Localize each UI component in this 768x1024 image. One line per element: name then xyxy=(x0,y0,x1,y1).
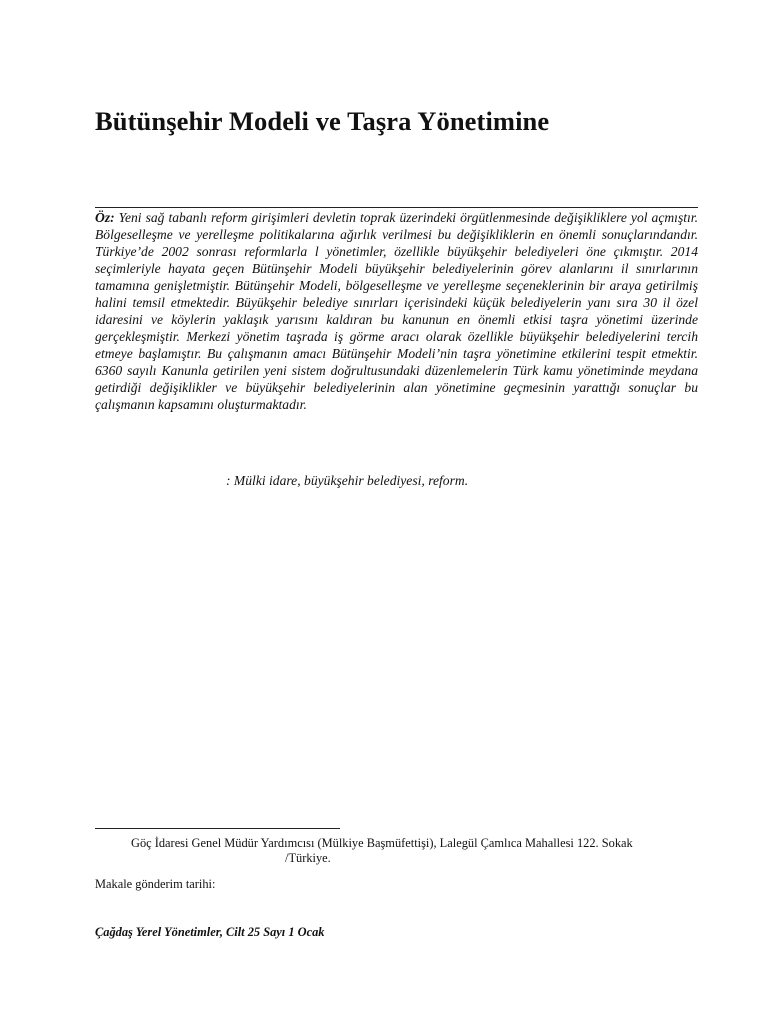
abstract-divider xyxy=(95,207,698,208)
abstract-text: Yeni sağ tabanlı reform girişimleri devletin toprak üzerindeki örgütlenmesinde değişikliklere yol açmıştır. Bölgeselleşme ve yerelleşme politikalarına ağırlık verilmesi bu değişikliklerin en önemli sonuçlarındandır. Türkiye’de 2002 sonrası reformlarla l yönetimler, özellikle büyükşehir belediyeleri öne çıkmıştır. 2014 seçimleriyle hayata geçen Bütünşehir Modeli büyükşehir belediyelerinin görev alanlarını il sınırlarının tamamına genişletmiştir. Bütünşehir Modeli, bölgeselleşme ve yerelleşme seçeneklerinin bir araya getirilmiş halini temsil etmektedir. Büyükşehir belediye sınırları içerisindeki küçük belediyelerin yanı sıra 30 il özel idaresini ve köylerin yaklaşık yarısını kaldıran bu kanunun en önemli etkisi taşra yönetimi üzerinde gerçekleşmiştir. Merkezi yönetim taşrada iş görme aracı olarak özellikle büyükşehir belediyelerini tercih etmeye başlamıştır. Bu çalışmanın amacı Bütünşehir Modeli’nin taşra yönetimine etkilerini tespit etmektir. 6360 sayılı Kanunla getirilen yeni sistem doğrultusundaki düzenlemelerin Türk kamu yönetiminde meydana getirdiği değişiklikler ve büyükşehir belediyelerinin alan yönetimine geçmesinin yarattığı sonuçlar bu çalışmanın kapsamını oluşturmaktadır. xyxy=(95,210,698,412)
author-footnote xyxy=(95,836,698,866)
footnote-divider xyxy=(95,828,340,829)
abstract xyxy=(95,209,698,413)
footnote-line-1: Göç İdaresi Genel Müdür Yardımcısı (Mülkiye Başmüfettişi), Lalegül Çamlıca Mahallesi 122. Sokak xyxy=(131,836,633,850)
footnote-line-2: /Türkiye. xyxy=(285,851,331,865)
paper-title: Bütünşehir Modeli ve Taşra Yönetimine xyxy=(95,106,550,136)
abstract-label: Öz: xyxy=(95,210,115,225)
submission-date: Makale gönderim tarihi: xyxy=(95,877,216,891)
journal-citation: Çağdaş Yerel Yönetimler, Cilt 25 Sayı 1 Ocak xyxy=(95,925,325,939)
keywords: : Mülki idare, büyükşehir belediyesi, reform. xyxy=(226,473,469,488)
